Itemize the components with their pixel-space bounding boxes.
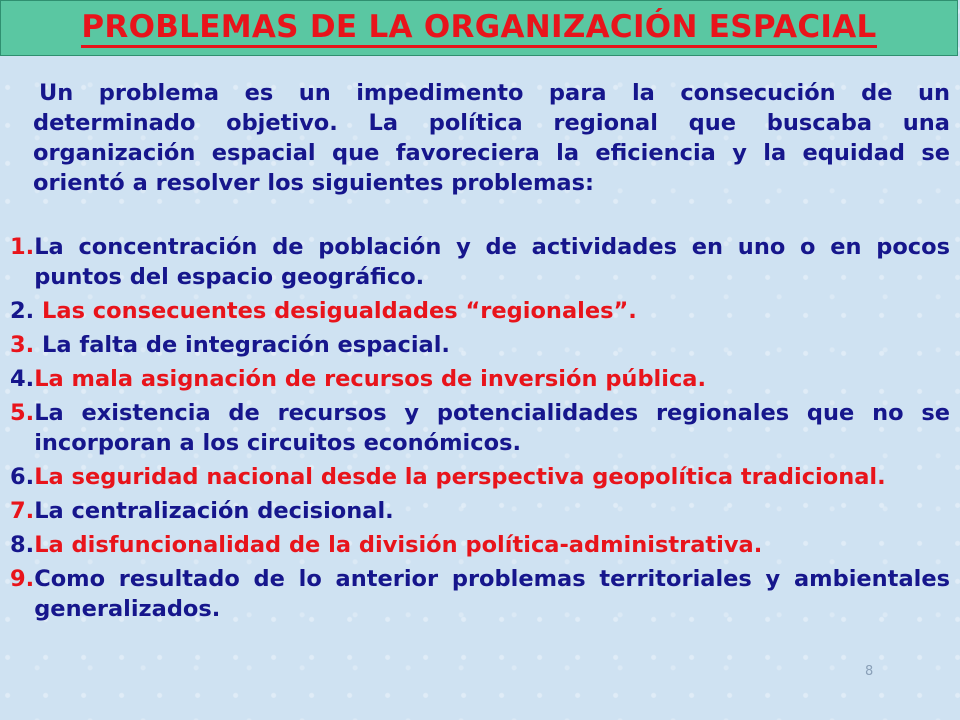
- problem-list: [0, 232, 960, 624]
- list-item-4: [10, 364, 950, 394]
- item-number: 9.: [10, 566, 35, 592]
- list-item-9: [10, 564, 950, 624]
- intro-text: Un problema es un impedimento para la consecución de un determinado objetivo. La política regional que buscaba una organización espacial que favoreciera la eficiencia y la equidad se orientó a resolver los siguientes problemas:: [33, 80, 950, 196]
- list-item-7: [10, 496, 950, 526]
- item-number: 3.: [10, 332, 43, 358]
- item-number: 6.: [10, 464, 35, 490]
- list-item-5: [10, 398, 950, 458]
- item-number: 1.: [10, 234, 35, 260]
- intro-paragraph: [33, 78, 950, 198]
- page-number: 8: [865, 664, 874, 679]
- list-item-6: [10, 462, 950, 492]
- list-item-1: [10, 232, 950, 292]
- slide-body: [0, 66, 960, 628]
- list-item-2: [10, 296, 950, 326]
- list-item-8: [10, 530, 950, 560]
- item-text: Como resultado de lo anterior problemas territoriales y ambientales generalizados.: [34, 566, 950, 622]
- item-number: 8.: [10, 532, 35, 558]
- item-text: Las consecuentes desigualdades “regionales”.: [42, 298, 637, 324]
- item-text: La falta de integración espacial.: [42, 332, 450, 358]
- item-number: 7.: [10, 498, 35, 524]
- item-text: La centralización decisional.: [34, 498, 394, 524]
- item-number: 2.: [10, 298, 43, 324]
- title-banner: [0, 0, 958, 56]
- item-number: 4.: [10, 366, 35, 392]
- item-text: La mala asignación de recursos de inversión pública.: [34, 366, 707, 392]
- item-text: La disfuncionalidad de la división política-administrativa.: [34, 532, 763, 558]
- page-title: PROBLEMAS DE LA ORGANIZACIÓN ESPACIAL: [81, 9, 876, 48]
- list-item-3: [10, 330, 950, 360]
- item-number: 5.: [10, 400, 35, 426]
- item-text: La existencia de recursos y potencialidades regionales que no se incorporan a los circuitos económicos.: [34, 400, 950, 456]
- item-text: La concentración de población y de actividades en uno o en pocos puntos del espacio geográfico.: [34, 234, 950, 290]
- item-text: La seguridad nacional desde la perspectiva geopolítica tradicional.: [34, 464, 886, 490]
